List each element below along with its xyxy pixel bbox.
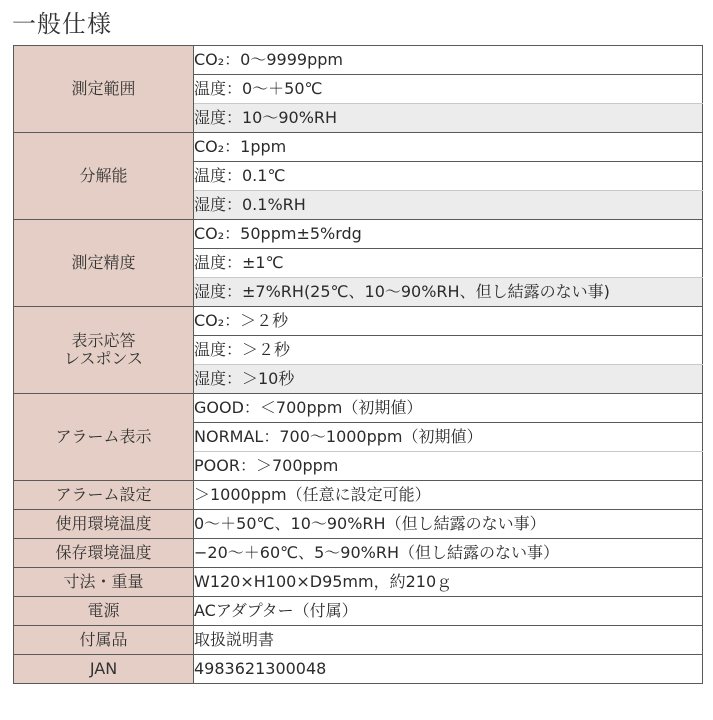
table-row [14, 481, 703, 510]
row-label-alarm-display: アラーム表示 [14, 394, 194, 481]
value-cell: CO₂：50ppm±5%rdg [194, 220, 703, 249]
value-cell: 温度：0.1℃ [194, 162, 703, 191]
row-label-operating-environment: 使用環境温度 [14, 510, 194, 539]
spec-table [13, 45, 703, 684]
value-cell: 温度：＞２秒 [194, 336, 703, 365]
row-label-display-response: 表示応答 レスポンス [14, 307, 194, 394]
table-row [14, 394, 703, 423]
page-title: 一般仕様 [12, 10, 112, 38]
table-row [14, 307, 703, 336]
row-label-measurement-range: 測定範囲 [14, 46, 194, 133]
table-row [14, 133, 703, 162]
value-cell: 湿度：0.1%RH [194, 191, 703, 220]
table-row [14, 510, 703, 539]
row-label-resolution: 分解能 [14, 133, 194, 220]
value-cell: CO₂：0〜9999ppm [194, 46, 703, 75]
value-cell: 0〜＋50℃、10〜90%RH（但し結露のない事） [194, 510, 703, 539]
table-row [14, 626, 703, 655]
value-cell: POOR：＞700ppm [194, 452, 703, 481]
value-cell: CO₂：＞２秒 [194, 307, 703, 336]
value-cell: 湿度：＞10秒 [194, 365, 703, 394]
value-cell: NORMAL：700〜1000ppm（初期値） [194, 423, 703, 452]
row-label-power: 電源 [14, 597, 194, 626]
value-cell: GOOD：＜700ppm（初期値） [194, 394, 703, 423]
row-label-alarm-setting: アラーム設定 [14, 481, 194, 510]
table-row [14, 597, 703, 626]
table-row [14, 539, 703, 568]
row-label-jan: JAN [14, 655, 194, 684]
table-row [14, 655, 703, 684]
table-row [14, 220, 703, 249]
value-cell: 温度：±1℃ [194, 249, 703, 278]
row-label-accuracy: 測定精度 [14, 220, 194, 307]
value-cell: 4983621300048 [194, 655, 703, 684]
table-row [14, 568, 703, 597]
value-cell: 湿度：±7%RH(25℃、10〜90%RH、但し結露のない事) [194, 278, 703, 307]
row-label-dimensions-weight: 寸法・重量 [14, 568, 194, 597]
row-label-accessories: 付属品 [14, 626, 194, 655]
value-cell: ＞1000ppm（任意に設定可能） [194, 481, 703, 510]
row-label-storage-environment: 保存環境温度 [14, 539, 194, 568]
value-cell: −20〜＋60℃、5〜90%RH（但し結露のない事） [194, 539, 703, 568]
table-row [14, 46, 703, 75]
value-cell: ACアダプター（付属） [194, 597, 703, 626]
value-cell: 温度：0〜＋50℃ [194, 75, 703, 104]
value-cell: 湿度：10〜90%RH [194, 104, 703, 133]
value-cell: W120×H100×D95mm，約210ｇ [194, 568, 703, 597]
value-cell: CO₂：1ppm [194, 133, 703, 162]
value-cell: 取扱説明書 [194, 626, 703, 655]
